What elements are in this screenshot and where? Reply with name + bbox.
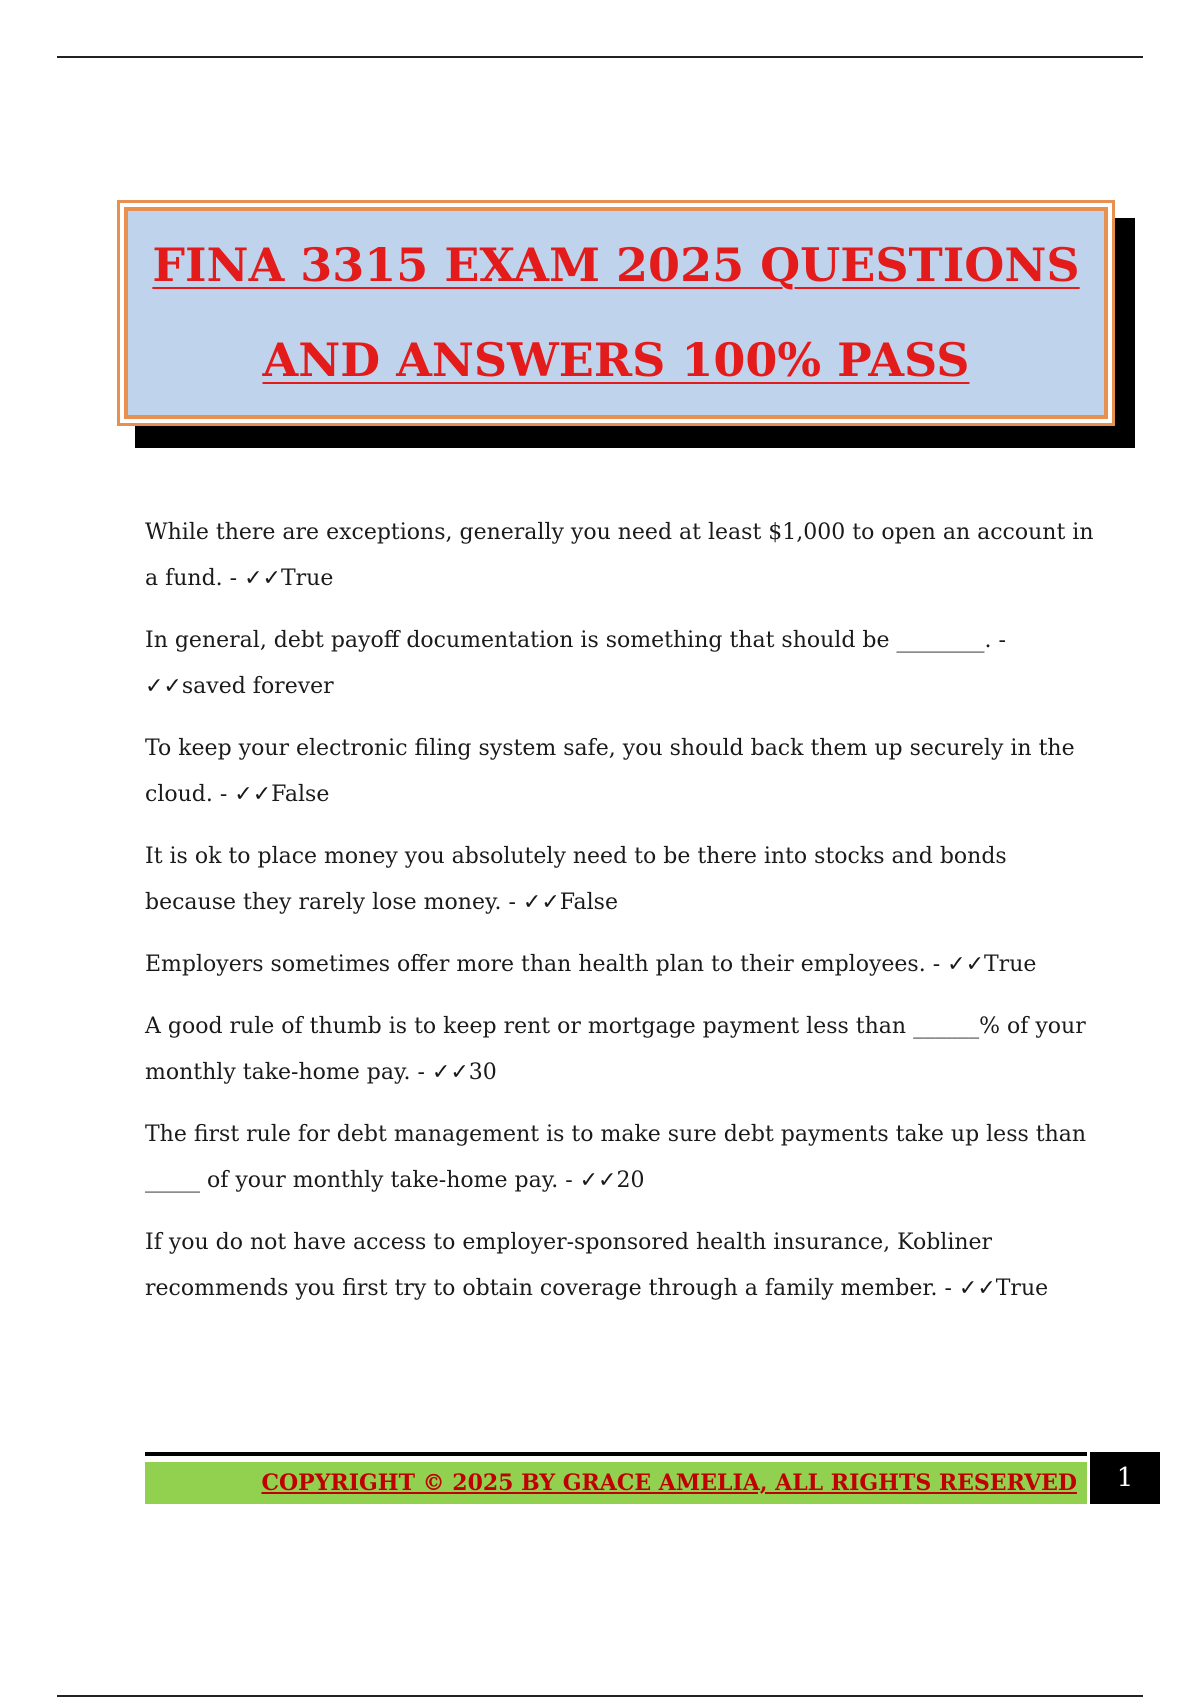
page-number: 1 <box>1090 1452 1160 1504</box>
qa-item: The first rule for debt management is to make sure debt payments take up less than _____ of your monthly take-home pay. - ✓✓20 <box>145 1122 1087 1193</box>
qa-item: In general, debt payoff documentation is something that should be ________. - ✓✓saved forever <box>145 628 1006 699</box>
bottom-rule <box>57 1695 1143 1697</box>
footer-bar <box>145 1462 1087 1504</box>
qa-item: It is ok to place money you absolutely need to be there into stocks and bonds because they rarely lose money. - ✓✓False <box>145 844 1007 915</box>
title-box <box>117 200 1115 426</box>
question-answer-list <box>145 510 1095 1328</box>
document-title-line-2: AND ANSWERS 100% PASS <box>262 333 970 387</box>
document-title-line-1: FINA 3315 EXAM 2025 QUESTIONS <box>152 238 1080 292</box>
qa-item: A good rule of thumb is to keep rent or mortgage payment less than ______% of your monthly take-home pay. - ✓✓30 <box>145 1014 1086 1085</box>
qa-item: Employers sometimes offer more than health plan to their employees. - ✓✓True <box>145 952 1037 977</box>
title-box-inner <box>124 207 1108 419</box>
copyright-notice: COPYRIGHT © 2025 BY GRACE AMELIA, ALL RIGHTS RESERVED <box>261 1470 1077 1496</box>
footer-rule <box>145 1452 1087 1456</box>
qa-item: While there are exceptions, generally you need at least $1,000 to open an account in a fund. - ✓✓True <box>145 520 1094 591</box>
qa-item: To keep your electronic filing system safe, you should back them up securely in the cloud. - ✓✓False <box>145 736 1075 807</box>
top-rule <box>57 56 1143 58</box>
qa-item: If you do not have access to employer-sponsored health insurance, Kobliner recommends you first try to obtain coverage through a family member. - ✓✓True <box>145 1230 1049 1301</box>
